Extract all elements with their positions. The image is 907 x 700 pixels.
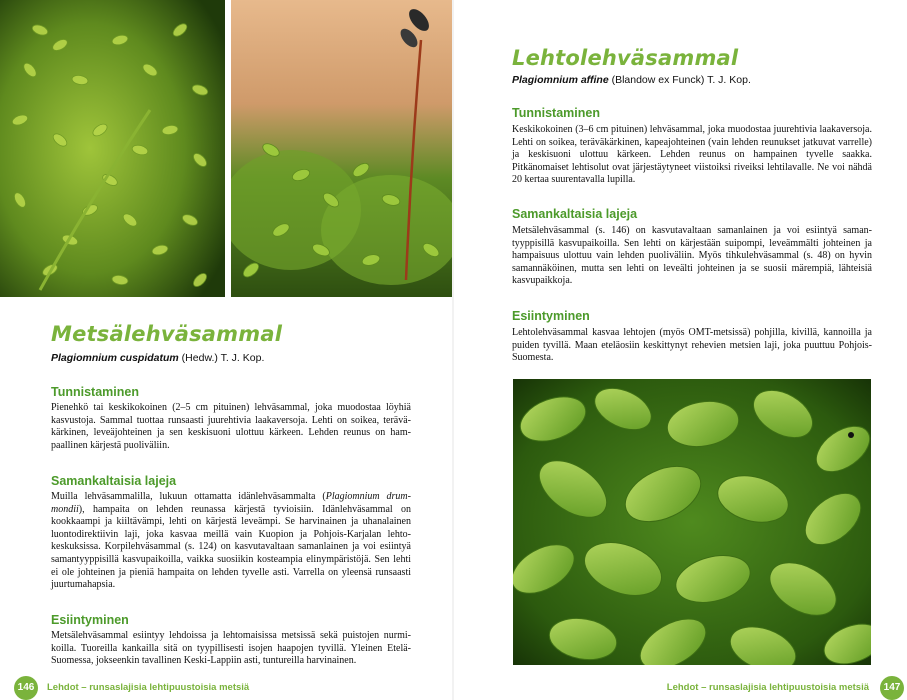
section-text: Pienehkö tai keskikokoinen (2–5 cm pituinen) lehväsammal, joka muodostaa löyhiä kasvustoja. Sammal tuottaa runsaasti juurehtivia laakaversoja. Lehti on soikea, teräväkärkinen, leveäjohteinen ja sen keskisuoni ulottuu kärkeen. Lehden reunus on hampaallinen kärjestä puoliväliin.: [51, 402, 411, 451]
species-title: Lehtolehväsammal: [512, 46, 739, 70]
section-text: [51, 491, 411, 592]
running-footer: Lehdot – runsaslajisia lehtipuustoisia metsiä: [666, 682, 869, 693]
left-page: [0, 0, 453, 700]
moss-leaves-photo: [0, 0, 225, 297]
section-heading: Tunnistaminen: [51, 385, 139, 399]
section-heading: Esiintyminen: [512, 309, 590, 323]
page-number: 147: [880, 676, 904, 700]
moss-sporophyte-photo: [231, 0, 453, 297]
section-heading: Samankaltaisia lajeja: [51, 474, 177, 488]
section-text: Metsälehväsammal (s. 146) on kasvutavaltaan samanlainen ja voi esiintyä samantyyppisillä kasvupaikoilla. Sen lehti on kärjestään suipompi, leveämmälti johteinen ja hampaisuus ulottuu vain lehden puoliväliin. Myös tihkulehväsammal (s. 48) on hyvin samannäköinen, mutta sen lehti on leveälti johteinen ja se suosii märempiä, lähteisiä kasvupaikkoja.: [512, 225, 872, 287]
author-citation: (Hedw.) T. J. Kop.: [178, 352, 265, 364]
section-text: Lehtolehväsammal kasvaa lehtojen (myös OMT-metsissä) pohjilla, kivillä, kannoilla ja puiden tyvillä. Maan eteläosiin keskittynyt rehevien metsien laji, joka puuttuu Pohjois-Suomesta.: [512, 327, 872, 364]
running-footer: Lehdot – runsaslajisia lehtipuustoisia metsiä: [47, 682, 250, 693]
species-title: Metsälehväsammal: [51, 322, 283, 346]
section-heading: Esiintyminen: [51, 613, 129, 627]
latin-name: Plagiomnium cuspidatum: [51, 352, 179, 364]
section-text: Keskikokoinen (3–6 cm pituinen) lehväsammal, joka muodostaa juurehtivia laakaversoja. Lehti on soikea, teräväkärkinen, kapeajohteinen (vain lehden reunukset jatkuvat varrelle) ja keskisuoni ulottuu kärkeen. Lehden reunus on hampainen tyvelle saakka. Pitkänomaiset lehtisolut ovat järjestäytyneet viistoiksi riveiksi lehtilavalle. Ne voi nähdä 20 kertaa suurentavalla lupilla.: [512, 124, 872, 186]
author-citation: (Blandow ex Funck) T. J. Kop.: [608, 74, 751, 86]
text-part: Muilla lehväsammalilla, lukuun ottamatta idänlehväsammalta (: [51, 491, 326, 502]
section-text: Metsälehväsammal esiintyy lehdoissa ja lehtomaisissa metsissä sekä puistojen nurmikoilla. Tuoreilla kankailla sitä on tyypillisesti isojen haapojen tyvillä. Yleinen Etelä-Suomessa, jokseenkin tavallinen Keski-Lappiin asti, tuntureilla harvinainen.: [51, 630, 411, 667]
scientific-name: [512, 74, 751, 86]
latin-name-inline: Plagiomnium drummondii: [51, 491, 411, 515]
section-heading: Samankaltaisia lajeja: [512, 207, 638, 221]
section-heading: Tunnistaminen: [512, 106, 600, 120]
latin-name: Plagiomnium affine: [512, 74, 609, 86]
moss-closeup-photo: [513, 379, 871, 665]
right-page: [454, 0, 907, 700]
page-number: 146: [14, 676, 38, 700]
scientific-name: [51, 352, 264, 364]
text-part: ), hampaita on lehden reunassa kärjestä tyvioisiin. Idänlehväsammal on kookkaampi ja kiiltävämpi, lehti on kärjestä leveämpi. Se harvinainen ja uhanalainen luontodirektiivin laji, joka kasvaa meillä vain Kuopion ja Pohjois-Karjalan lehtokeskuksissa. Korpilehväsammal (s. 124) on kasvutavaltaan samanlainen ja voi esiintyä samantyyppisillä kasvupaikoilla, vaikka suosiikin kosteampia elinympäristöjä. Sen lehti ei ole johteinen ja pieniä hampaita on lehden tyvelle asti. Varrella on yleensä runsaasti juurtumahapsia.: [51, 503, 411, 591]
